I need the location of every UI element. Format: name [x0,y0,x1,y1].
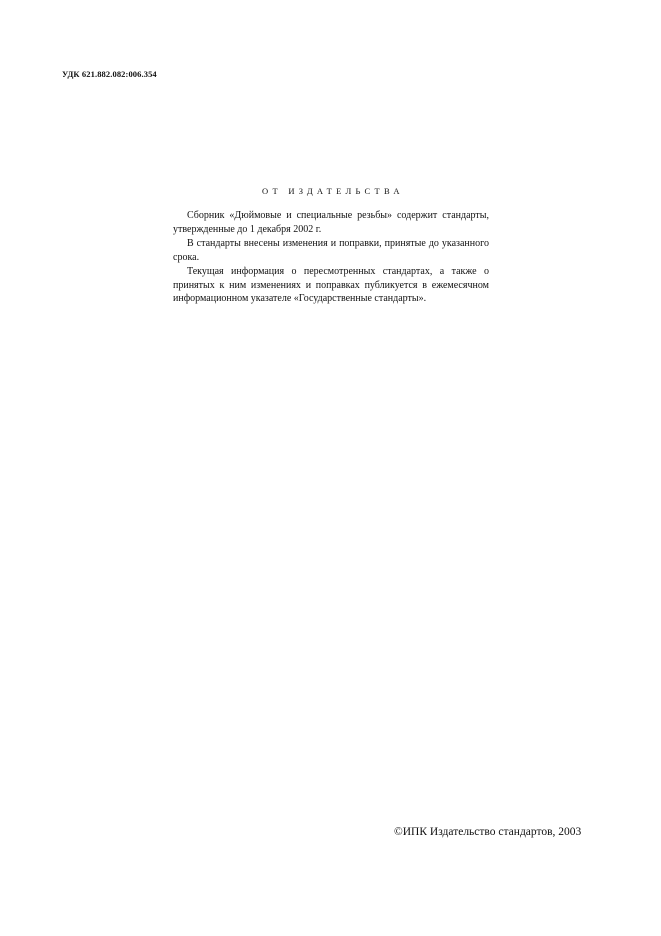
section-heading: ОТ ИЗДАТЕЛЬСТВА [262,186,404,196]
paragraph-amendments: В стандарты внесены изменения и поправки, принятые до указанного срока. [173,237,489,263]
udk-code: УДК 621.882.082:006.354 [62,69,157,79]
publisher-note [173,209,489,306]
paragraph-current-information: Текущая информация о пересмотренных стандартах, а также о принятых к ним изменениях и поправках публикуется в ежемесячном информационном указателе «Государственные стандарты». [173,265,489,305]
paragraph-collection-description: Сборник «Дюймовые и специальные резьбы» содержит стандарты, утвержденные до 1 декабря 2002 г. [173,210,489,235]
copyright-notice: ©ИПК Издательство стандартов, 2003 [394,826,582,838]
